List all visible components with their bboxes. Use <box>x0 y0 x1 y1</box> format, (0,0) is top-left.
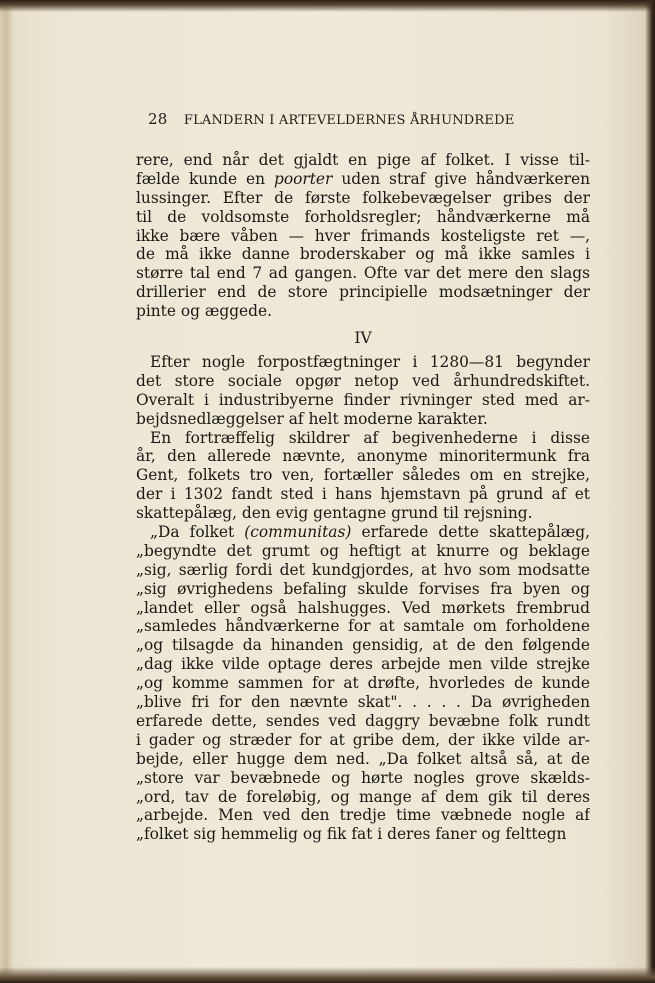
text-line: der i 1302 fandt sted i hans hjemstavn på grund af et <box>136 485 590 504</box>
book-spine-edge <box>645 0 655 983</box>
text-line: Overalt i industribyerne finder rivninger sted med ar- <box>136 390 590 409</box>
text-line: „og tilsagde da hinanden gensidig, at de den følgende <box>136 636 590 655</box>
page <box>18 6 638 966</box>
text-line: „arbejde. Men ved den tredje time væbnede nogle af <box>136 806 590 825</box>
running-title: FLANDERN I ARTEVELDERNES ÅRHUNDREDE <box>183 113 515 128</box>
text-line: bejdsnedlæggelser af helt moderne karakter. <box>136 409 488 428</box>
text-line: En fortræffelig skildrer af begivenhederne i disse <box>150 428 590 447</box>
paragraph <box>136 151 590 321</box>
text-line: skattepålæg, den evig gentagne grund til rejsning. <box>136 504 533 523</box>
text-line: „ord, tav de foreløbig, og mange af dem gik til deres <box>136 787 590 806</box>
text-line: „samledes håndværkerne for at samtale om forholdene <box>136 617 590 636</box>
text-line: til de voldsomste forholdsregler; håndværkerne må <box>136 207 590 226</box>
running-header <box>148 110 588 128</box>
text-line: lussinger. Efter de første folkebevægelser gribes der <box>136 188 590 207</box>
text-line: „sig øvrighedens befaling skulde forvises fra byen og <box>136 579 590 598</box>
italic-term: (communitas) <box>244 523 352 542</box>
text-line: „dag ikke vilde optage deres arbejde men vilde strejke <box>136 655 590 674</box>
section-heading: IV <box>354 329 372 348</box>
text-line: de må ikke danne broderskaber og må ikke samles i <box>136 245 590 264</box>
text-line: Efter nogle forpostfægtninger i 1280—81 begynder <box>150 353 590 372</box>
text-line: „og komme sammen for at drøfte, hvorledes de kunde <box>136 674 590 693</box>
text-line: år, den allerede nævnte, anonyme minoritermunk fra <box>136 447 590 466</box>
text-line: „store var bevæbnede og hørte nogles grove skælds- <box>136 768 590 787</box>
bottom-edge-shadow <box>0 967 655 983</box>
paragraph <box>136 353 590 429</box>
text-line: „begyndte det grumt og heftigt at knurre og beklage <box>136 541 590 560</box>
text-line: „landet eller også halshugges. Ved mørkets frembrud <box>136 598 590 617</box>
page-number: 28 <box>148 110 168 128</box>
body-text <box>136 151 590 844</box>
text-line: større tal end 7 ad gangen. Ofte var det mere den slags <box>136 264 590 283</box>
text-line: i gader og stræder for at gribe dem, der ikke vilde ar- <box>136 730 590 749</box>
text-line: „blive fri for den nævnte skat". . . . . Da øvrigheden <box>136 693 590 712</box>
text-line: det store sociale opgør netop ved århundredskiftet. <box>136 371 590 390</box>
text-line: „Da folket (communitas) erfarede dette skattepålæg, <box>150 523 590 542</box>
text-line: pinte og æggede. <box>136 302 273 321</box>
text-line: bejde, eller hugge dem ned. „Da folket altså så, at de <box>136 749 590 768</box>
text-line: drillerier end de store principielle modsætninger der <box>136 283 590 302</box>
paragraph <box>136 523 590 844</box>
text-line: „folket sig hemmelig og fik fat i deres faner og felttegn <box>136 825 567 844</box>
text-line: erfarede dette, sendes ved daggry bevæbne folk rundt <box>136 711 590 730</box>
text-line: ikke bære våben — hver frimands kosteligste ret —, <box>136 226 590 245</box>
italic-term: poorter <box>273 169 333 188</box>
text-line: Gent, folkets tro ven, fortæller således om en strejke, <box>136 466 590 485</box>
paragraph <box>136 429 590 523</box>
text-line: rere, end når det gjaldt en pige af folket. I visse til- <box>136 151 590 169</box>
text-line: fælde kunde en poorter uden straf give håndværkeren <box>136 169 590 188</box>
text-line: „sig, særlig fordi det kundgjordes, at hvo som modsatte <box>136 560 590 579</box>
